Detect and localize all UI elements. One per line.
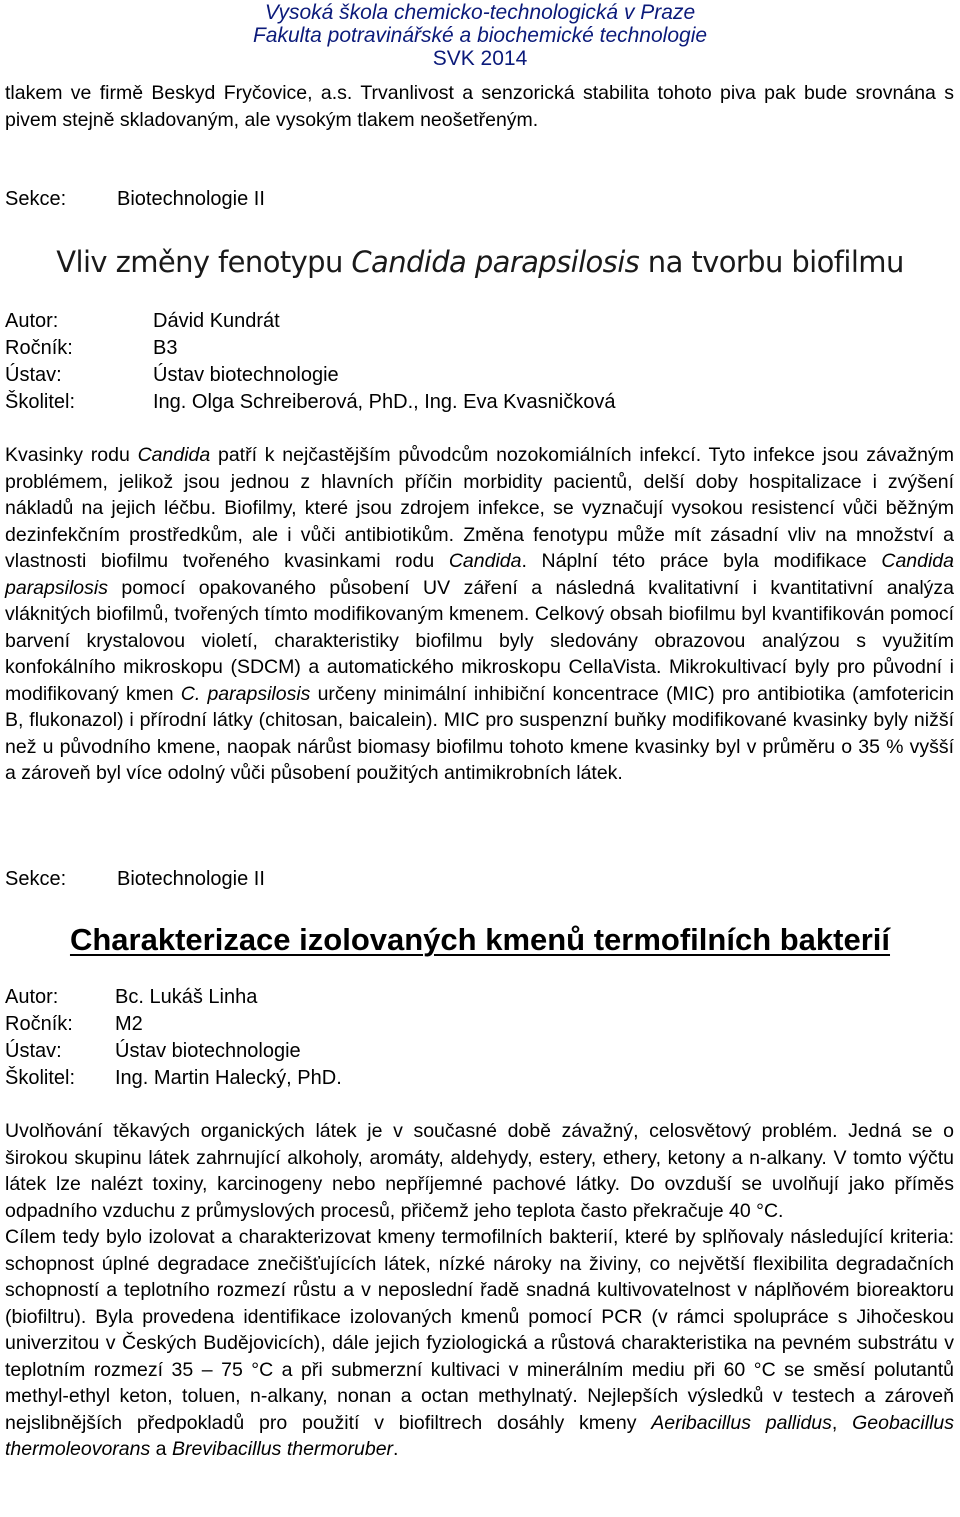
meta-institute <box>5 362 954 389</box>
header-faculty: Fakulta potravinářské a biochemické technologie <box>252 24 708 47</box>
article2-meta <box>5 984 954 1092</box>
meta-value: Ústav biotechnologie <box>115 1040 301 1062</box>
text-run: patří k nejčastějším původcům nozokomiálních infekcí. Tyto infekce jsou závažným problémem, jelikož jsou jednou z hlavních příčin morbidity pacientů, delší doby hospitalizace i zvýšení nákladů na jejich léčbu. Biofilmy, které jsou zdrojem infekce, se vyznačují vysokou resistencí vůči běžným dezinfekčním prostředkům, ale i vůči antibiotikům. Změna fenotypu může mít zásadní vliv na množství a vlastnosti biofilmu tvořeného kvasinkami rodu <box>5 444 954 572</box>
meta-supervisor <box>5 389 954 416</box>
title-organism: Candida parapsilosis <box>351 245 640 279</box>
section-value: Biotechnologie II <box>117 188 265 210</box>
section-label: Sekce: <box>5 868 67 890</box>
article2-abstract <box>5 1118 954 1463</box>
meta-value: Ing. Olga Schreiberová, PhD., Ing. Eva Kvasničková <box>153 391 616 413</box>
meta-value: Ústav biotechnologie <box>153 364 339 386</box>
text-run: pomocí opakovaného působení UV záření a následná kvalitativní i kvantitativní analýza vláknitých biofilmů, tvořených tímto modifikovaným kmenem. Celkový obsah biofilmu byl kvantifikován pomocí barvení krystalovou violetí, charakteristiky biofilmu byly sledovány obrazovou analýzou s využitím konfokálního mikroskopu (SDCM) a automatického mikroskopu CellaVista. Mikrokultivací byly pro původní i modifikovaný kmen <box>5 576 954 705</box>
article1-meta <box>5 308 954 416</box>
meta-label: Ročník: <box>5 1013 73 1035</box>
section-value: Biotechnologie II <box>117 868 265 890</box>
meta-label: Ústav: <box>5 1040 62 1062</box>
species-name: Candida parapsilosis <box>5 550 954 599</box>
meta-value: Ing. Martin Halecký, PhD. <box>115 1067 342 1089</box>
meta-year <box>5 335 954 362</box>
species-name: Geobacillus thermoleovorans <box>5 1411 954 1460</box>
meta-label: Školitel: <box>5 391 76 413</box>
text-run: . <box>393 1438 399 1460</box>
article1-section <box>5 186 954 212</box>
species-name: Aeribacillus pallidus <box>651 1411 832 1434</box>
meta-value: Bc. Lukáš Linha <box>115 986 258 1008</box>
text-run: a <box>150 1438 172 1460</box>
article1-title <box>0 245 960 279</box>
intro-paragraph: tlakem ve firmě Beskyd Fryčovice, a.s. Trvanlivost a senzorická stabilita tohoto piva pak bude srovnána s pivem stejně skladovaným, ale vysokým tlakem neošetřeným. <box>5 82 954 131</box>
text-run: určeny minimální inhibiční koncentrace (MIC) pro antibiotika (amfotericin B, flukonazol) i přírodní látky (chitosan, baicalein). MIC pro suspenzní buňky modifikované kvasinky byly nižší než u původního kmene, naopak nárůst biomasy biofilmu tohoto kmene kvasinky byl v průměru o 35 % vyšší a zároveň byl více odolný vůči působení použitých antimikrobních látek. <box>5 682 954 784</box>
article1-abstract <box>5 442 954 787</box>
abstract-paragraph-2 <box>5 1224 954 1463</box>
text-run: , <box>831 1411 853 1434</box>
page-header <box>0 0 960 70</box>
header-school: Vysoká škola chemicko-technologická v Praze <box>264 1 696 24</box>
meta-supervisor <box>5 1065 954 1092</box>
article2-title: Charakterizace izolovaných kmenů termofilních bakterií <box>69 922 891 957</box>
species-name: C. parapsilosis <box>180 682 311 705</box>
species-name: Candida <box>137 444 211 466</box>
section-label: Sekce: <box>5 188 67 210</box>
text-run: . Náplní této práce byla modifikace <box>521 550 882 572</box>
meta-author <box>5 308 954 335</box>
header-conference: SVK 2014 <box>432 47 528 70</box>
meta-author <box>5 984 954 1011</box>
meta-label: Autor: <box>5 986 59 1008</box>
abstract-paragraph-1: Uvolňování těkavých organických látek je v současné době závažný, celosvětový problém. Jedná se o širokou skupinu látek zahrnující alkoholy, aromáty, aldehydy, estery, ethery, ketony a n-alkany. V tomto výčtu látek lze nalézt toxiny, karcinogeny nebo nepříjemné pachové látky. Do ovzduší se uvolňují jako příměs odpadního vzduchu z průmyslových procesů, přičemž jeho teplota často překračuje 40 °C. <box>5 1120 954 1222</box>
text-run: Cílem tedy bylo izolovat a charakterizovat kmeny termofilních bakterií, které by splňovaly následující kriteria: schopnost úplné degradace znečišťujících látek, nízké nároky na živiny, co největší flexibilita degradačních schopností a teplotního rozmezí růstu a v neposlední řadě snadná kultivovatelnost v náplňovém bioreaktoru (biofiltru). Byla provedena identifikace izolovaných kmenů pomocí PCR (v rámci spolupráce s Jihočeskou univerzitou v Českých Budějovicích), dále jejich fyziologická a růstová charakteristika na pevném substrátu v teplotním rozmezí 35 – 75 °C a při submerzní kultivaci v minerálním mediu při 60 °C se směsí polutantů methyl-ethyl keton, toluen, n-alkany, nonan a octan methylnatý. Nejlepších výsledků v testech a zároveň nejslibnějších předpokladů pro použití v biofiltrech dosáhly kmeny <box>5 1226 954 1434</box>
meta-year <box>5 1011 954 1038</box>
meta-institute <box>5 1038 954 1065</box>
species-name: Brevibacillus thermoruber <box>171 1438 394 1460</box>
meta-value: B3 <box>153 337 178 359</box>
title-part: Vliv změny fenotypu <box>56 245 352 279</box>
species-name: Candida <box>448 550 522 572</box>
text-run: Kvasinky rodu <box>5 444 138 466</box>
meta-label: Ročník: <box>5 337 73 359</box>
meta-value: Dávid Kundrát <box>153 310 280 332</box>
title-part: na tvorbu biofilmu <box>639 245 904 279</box>
meta-value: M2 <box>115 1013 143 1035</box>
meta-label: Ústav: <box>5 364 62 386</box>
meta-label: Školitel: <box>5 1067 76 1089</box>
meta-label: Autor: <box>5 310 59 332</box>
article2-section <box>5 866 954 892</box>
